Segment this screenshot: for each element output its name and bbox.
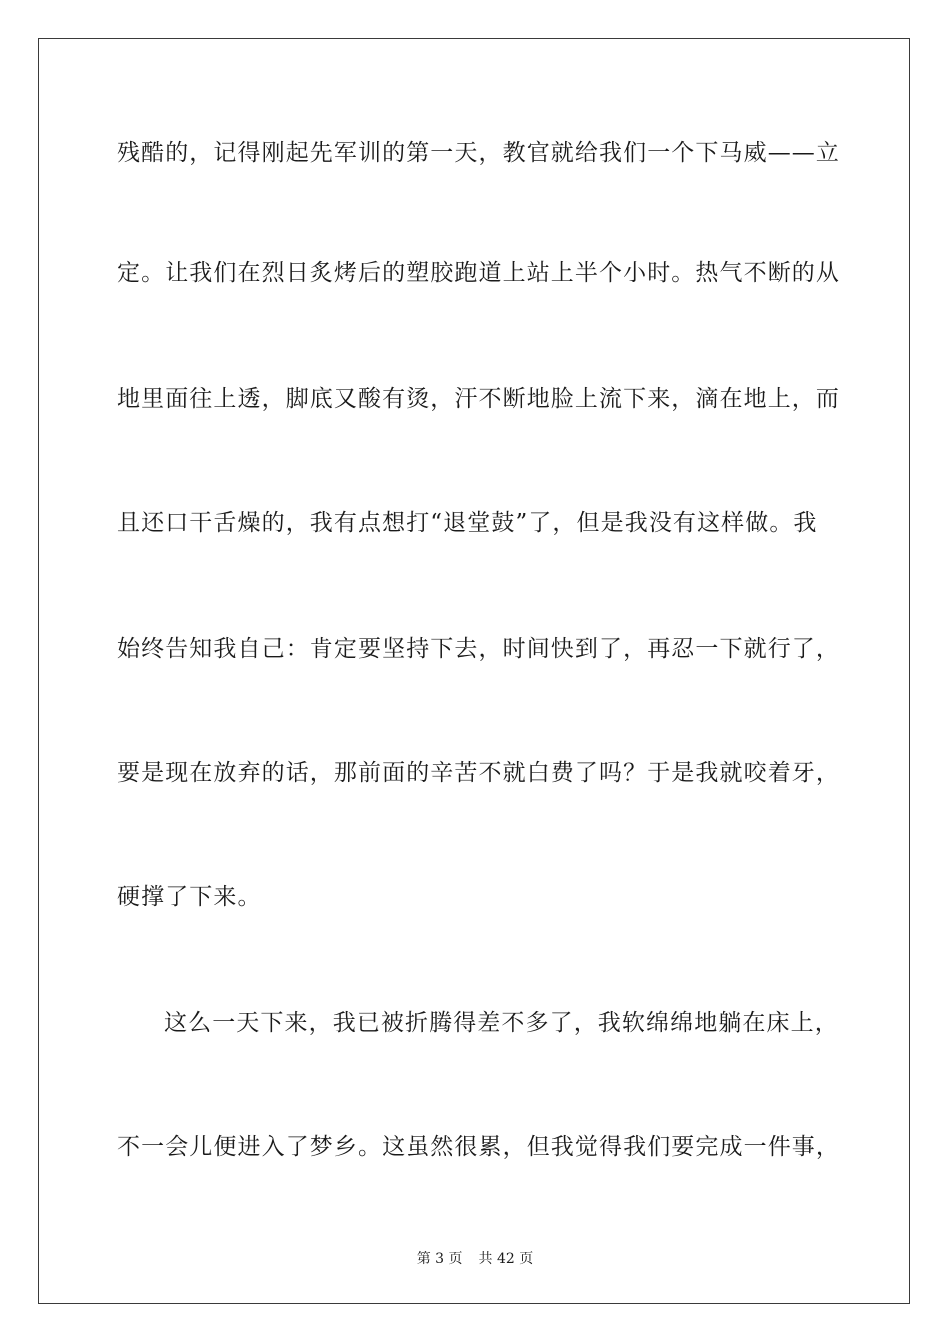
page-total: 共 42 页: [478, 1251, 534, 1267]
paragraph-first-line: 这么一天下来，我已被折腾得差不多了，我软绵绵地躺在床上，: [164, 1010, 839, 1036]
page-border: [38, 38, 910, 1304]
body-text-line: 始终告知我自己：肯定要坚持下去，时间快到了，再忍一下就行了，: [117, 636, 840, 662]
page-number: 第 3 页: [416, 1251, 463, 1267]
body-text-line: 不一会儿便进入了梦乡。这虽然很累，但我觉得我们要完成一件事，: [117, 1134, 840, 1160]
body-text-line: 残酷的，记得刚起先军训的第一天，教官就给我们一个下马威——立: [117, 140, 840, 166]
page-footer: [0, 1248, 950, 1268]
body-text-line: 地里面往上透，脚底又酸有烫，汗不断地脸上流下来，滴在地上，而: [117, 386, 840, 412]
body-text-line: 且还口干舌燥的，我有点想打“退堂鼓”了，但是我没有这样做。我: [117, 510, 818, 536]
body-text-line: 定。让我们在烈日炙烤后的塑胶跑道上站上半个小时。热气不断的从: [117, 260, 840, 286]
body-text-line: 硬撑了下来。: [117, 884, 262, 910]
body-text-line: 要是现在放弃的话，那前面的辛苦不就白费了吗？于是我就咬着牙，: [117, 760, 840, 786]
